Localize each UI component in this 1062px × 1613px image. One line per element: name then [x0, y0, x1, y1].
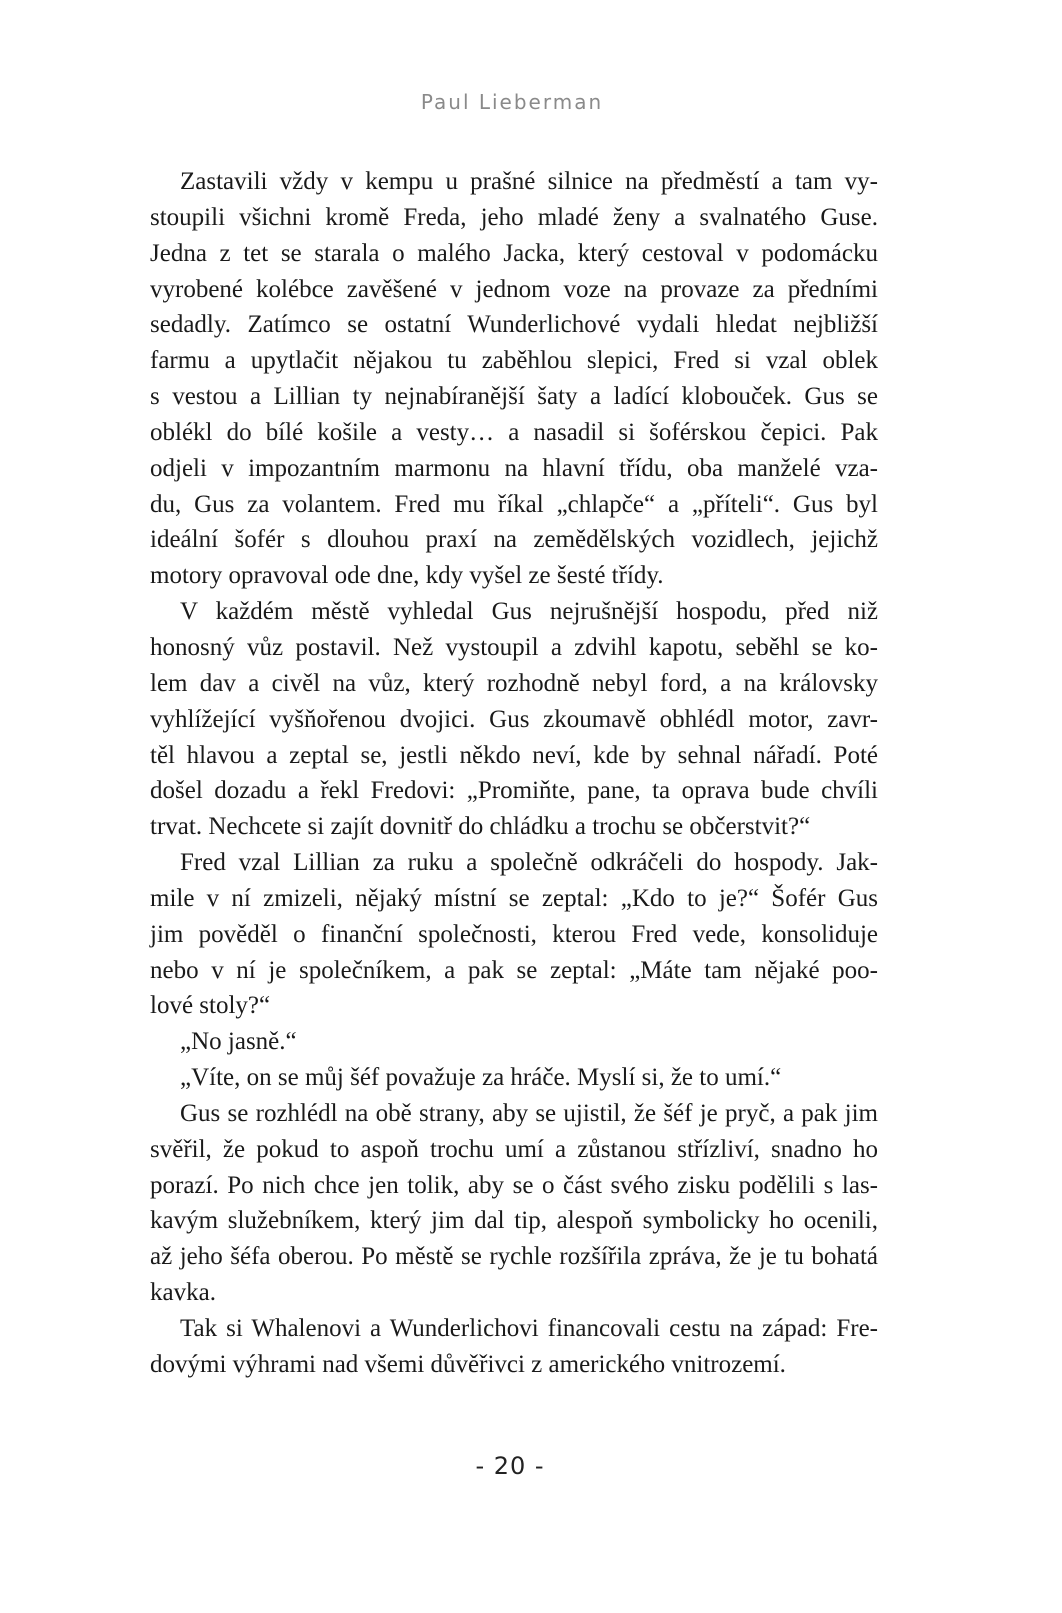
text-line: Fred vzal Lillian za ruku a společně odkráčeli do hospody. Jak- — [180, 849, 878, 877]
text-line: odjeli v impozantním marmonu na hlavní třídu, oba manželé vza- — [150, 454, 878, 482]
text-line: došel dozadu a řekl Fredovi: „Promiňte, pane, ta oprava bude chvíli — [150, 777, 878, 805]
text-line: vyhlížející vyšňořenou dvojici. Gus zkoumavě obhlédl motor, zavr- — [150, 705, 878, 733]
text-line: sedadly. Zatímco se ostatní Wunderlichové vydali hledat nejbližší — [150, 311, 878, 339]
text-line: farmu a upytlačit nějakou tu zaběhlou slepici, Fred si vzal oblek — [150, 347, 878, 375]
text-line: oblékl do bílé košile a vesty… a nasadil si šoférskou čepici. Pak — [150, 418, 878, 446]
text-line: stoupili všichni kromě Freda, jeho mladé ženy a svalnatého Guse. — [150, 203, 878, 231]
text-line: Zastavili vždy v kempu u prašné silnice na předměstí a tam vy- — [180, 168, 878, 195]
text-line: ideální šofér s dlouhou praxí na zemědělských vozidlech, jejichž — [150, 526, 878, 554]
text-line: du, Gus za volantem. Fred mu říkal „chlapče“ a „příteli“. Gus byl — [150, 490, 878, 518]
text-line: lové stoly?“ — [150, 992, 271, 1020]
running-head: Paul Lieberman — [420, 90, 604, 114]
text-line: vyrobené kolébce zavěšené v jednom voze na provaze za předními — [150, 275, 878, 303]
text-line: dovými výhrami nad všemi důvěřivci z amerického vnitrozemí. — [150, 1350, 786, 1378]
text-line: Jedna z tet se starala o malého Jacka, který cestoval v podomácku — [150, 239, 878, 267]
text-line: nebo v ní je společníkem, a pak se zeptal: „Máte tam nějaké poo- — [150, 956, 878, 984]
text-line: trvat. Nechcete si zajít dovnitř do chládku a trochu se občerstvit?“ — [150, 813, 811, 841]
text-line: V každém městě vyhledal Gus nejrušnější hospodu, před niž — [180, 598, 878, 626]
text-line: honosný vůz postavil. Než vystoupil a zdvihl kapotu, seběhl se ko- — [150, 633, 878, 661]
text-line: „Víte, on se můj šéf považuje za hráče. Myslí si, že to umí.“ — [180, 1064, 782, 1092]
text-line: kavým služebníkem, který jim dal tip, alespoň symbolicky ho ocenili, — [150, 1207, 878, 1235]
page-number: - 20 - — [475, 1452, 545, 1480]
text-line: „No jasně.“ — [180, 1028, 297, 1056]
text-line: kavka. — [150, 1279, 216, 1307]
text-line: jim pověděl o finanční společnosti, kterou Fred vede, konsoliduje — [150, 920, 878, 948]
text-line: s vestou a Lillian ty nejnabíranější šaty a ladící klobouček. Gus se — [150, 383, 878, 411]
text-line: motory opravoval ode dne, kdy vyšel ze šesté třídy. — [150, 562, 664, 590]
text-line: mile v ní zmizeli, nějaký místní se zeptal: „Kdo to je?“ Šofér Gus — [150, 884, 878, 912]
text-line: porazí. Po nich chce jen tolik, aby se o část svého zisku podělili s las- — [150, 1171, 878, 1199]
text-line: Gus se rozhlédl na obě strany, aby se ujistil, že šéf je pryč, a pak jim — [180, 1099, 878, 1127]
text-line: těl hlavou a zeptal se, jestli někdo neví, kde by sehnal nářadí. Poté — [150, 741, 878, 769]
text-line: až jeho šéfa oberou. Po městě se rychle rozšířila zpráva, že je tu bohatá — [150, 1243, 878, 1271]
text-line: svěřil, že pokud to aspoň trochu umí a zůstanou střízliví, snadno ho — [150, 1135, 878, 1163]
text-line: Tak si Whalenovi a Wunderlichovi financovali cestu na západ: Fre- — [180, 1315, 878, 1342]
body-text — [150, 164, 878, 1383]
text-line: lem dav a civěl na vůz, který rozhodně nebyl ford, a na královsky — [150, 669, 878, 697]
